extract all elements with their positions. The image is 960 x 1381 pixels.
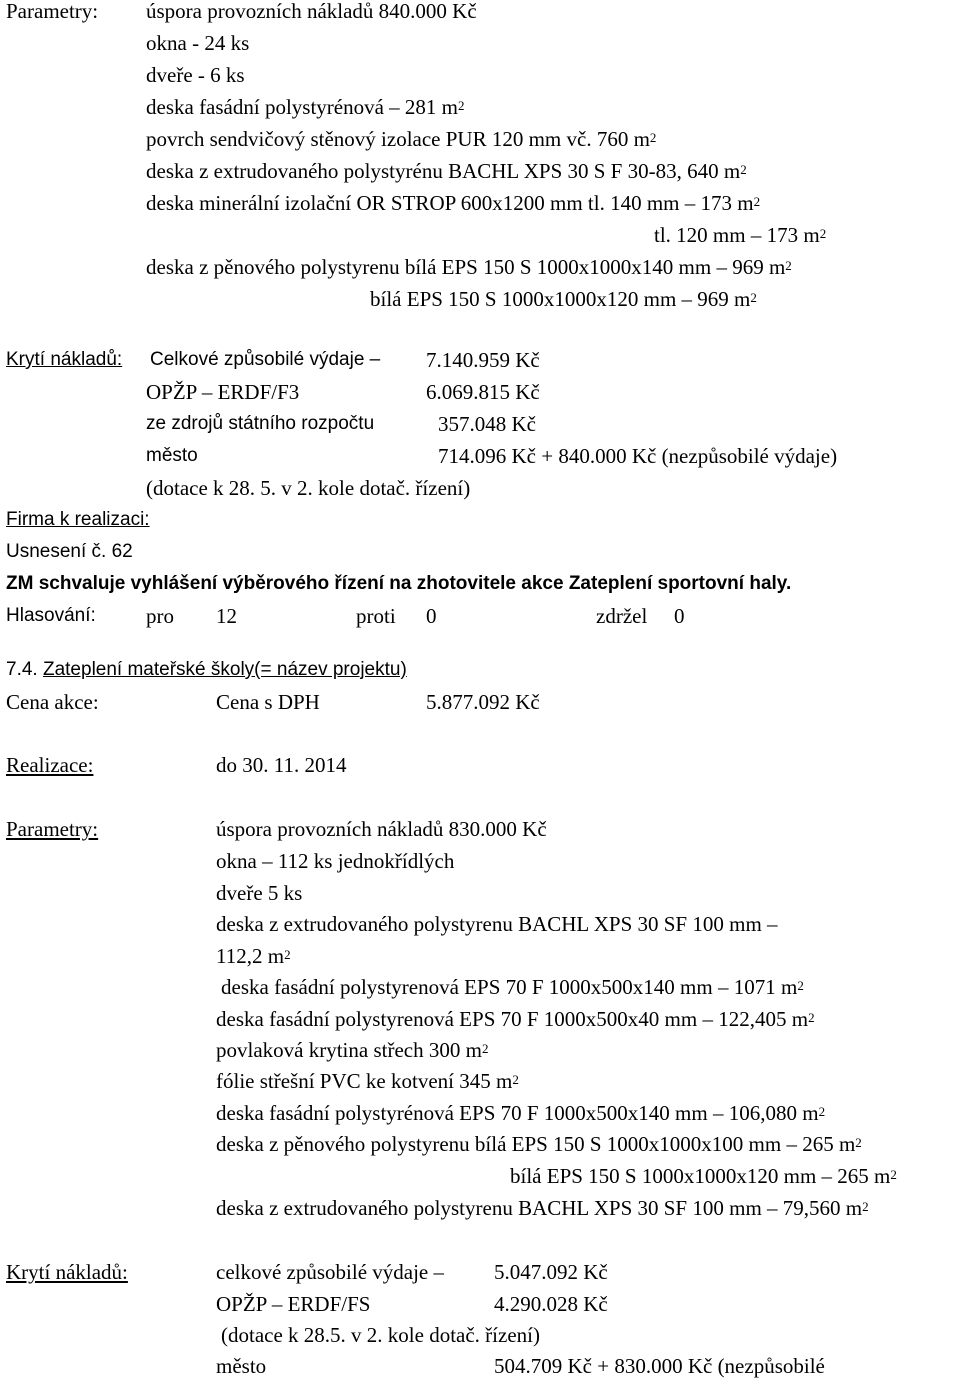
kryti-celkove-label: celkové způsobilé výdaje –: [216, 1260, 445, 1284]
section-heading: 7.4. Zateplení mateřské školy(= název projektu): [6, 659, 407, 680]
hlasovani-proti-label: proti: [356, 604, 396, 628]
param-line: dveře 5 ks: [216, 881, 303, 905]
kryti-mesto-value: 714.096 Kč + 840.000 Kč (nezpůsobilé výdaje): [438, 444, 838, 468]
param-line: deska z pěnového polystyrenu bílá EPS 150 S 1000x1000x100 mm – 265 $m^2$: [216, 1132, 862, 1156]
param-line: deska z pěnového polystyrenu bílá EPS 150 S 1000x1000x140 mm – 969 $m^2$: [146, 255, 792, 279]
kryti-opzp-label: OPŽP – ERDF/FS: [216, 1292, 371, 1316]
hlasovani-proti-value: 0: [426, 604, 437, 628]
kryti-mesto-value: 504.709 Kč + 830.000 Kč (nezpůsobilé: [494, 1354, 825, 1378]
param-line: deska minerální izolační OR STROP 600x1200 mm tl. 140 mm – 173 $m^2$: [146, 191, 761, 215]
realizace-value: do 30. 11. 2014: [216, 753, 347, 777]
parametry-label-2: Parametry:: [6, 817, 99, 841]
param-line: 112,2 $m^2$: [216, 944, 291, 968]
hlasovani-zdrzel-value: 0: [674, 604, 685, 628]
kryti-mesto-label: město: [216, 1354, 267, 1378]
cena-value: 5.877.092 Kč: [426, 690, 540, 714]
param-line: okna – 112 ks jednokřídlých: [216, 849, 455, 873]
kryti-dotace: (dotace k 28.5. v 2. kole dotač. řízení): [221, 1323, 540, 1347]
kryti-celkove-label: Celkové způsobilé výdaje –: [150, 349, 381, 370]
param-line: povrch sendvičový stěnový izolace PUR 120 mm vč. 760 $m^2$: [146, 127, 657, 151]
resolution-text: ZM schvaluje vyhlášení výběrového řízení na zhotovitele akce Zateplení sportovní haly.: [6, 573, 792, 594]
kryti-opzp-value: 6.069.815 Kč: [426, 380, 540, 404]
param-line: deska z extrudovaného polystyrénu BACHL XPS 30 S F 30-83, 640 $m^2$: [146, 159, 747, 183]
cena-label: Cena akce:: [6, 690, 99, 714]
kryti-mesto-label: město: [146, 445, 198, 466]
kryti-opzp-value: 4.290.028 Kč: [494, 1292, 608, 1316]
param-line: úspora provozních nákladů 840.000 Kč: [146, 0, 477, 23]
parametry-label: Parametry:: [6, 0, 99, 23]
usneseni-label: Usnesení č. 62: [6, 541, 133, 562]
param-line: deska z extrudovaného polystyrenu BACHL XPS 30 SF 100 mm –: [216, 912, 778, 936]
param-line: povlaková krytina střech 300 $m^2$: [216, 1038, 489, 1062]
param-line: deska fasádní polystyrenová EPS 70 F 1000x500x40 mm – 122,405 $m^2$: [216, 1007, 815, 1031]
kryti-label-2: Krytí nákladů:: [6, 1260, 128, 1284]
kryti-stat-value: 357.048 Kč: [438, 412, 536, 436]
hlasovani-pro-label: pro: [146, 604, 174, 628]
kryti-celkove-value: 7.140.959 Kč: [426, 348, 540, 372]
param-line: bílá EPS 150 S 1000x1000x120 mm – 265 $m^2$: [510, 1164, 897, 1188]
kryti-label: Krytí nákladů:: [6, 349, 123, 370]
kryti-opzp-label: OPŽP – ERDF/F3: [146, 380, 300, 404]
kryti-stat-label: ze zdrojů státního rozpočtu: [146, 413, 375, 434]
param-line: deska fasádní polystyrénová EPS 70 F 1000x500x140 mm – 106,080 $m^2$: [216, 1101, 826, 1125]
param-line: deska fasádní polystyrénová – 281 $m^2$: [146, 95, 465, 119]
param-line: fólie střešní PVC ke kotvení 345 $m^2$: [216, 1069, 519, 1093]
param-line: úspora provozních nákladů 830.000 Kč: [216, 817, 547, 841]
cena-dph-label: Cena s DPH: [216, 690, 320, 714]
realizace-label: Realizace:: [6, 753, 94, 777]
param-line: okna - 24 ks: [146, 31, 250, 55]
kryti-dotace: (dotace k 28. 5. v 2. kole dotač. řízení): [146, 476, 471, 500]
hlasovani-zdrzel-label: zdržel: [596, 604, 648, 628]
param-line: tl. 120 mm – 173 $m^2$: [654, 223, 827, 247]
firma-label: Firma k realizaci:: [6, 509, 150, 530]
param-line: bílá EPS 150 S 1000x1000x120 mm – 969 $m^2$: [370, 287, 757, 311]
kryti-celkove-value: 5.047.092 Kč: [494, 1260, 608, 1284]
hlasovani-pro-value: 12: [216, 604, 237, 628]
param-line: deska fasádní polystyrenová EPS 70 F 1000x500x140 mm – 1071 $m^2$: [221, 975, 804, 999]
hlasovani-label: Hlasování:: [6, 605, 96, 626]
param-line: deska z extrudovaného polystyrenu BACHL XPS 30 SF 100 mm – 79,560 $m^2$: [216, 1196, 869, 1220]
param-line: dveře - 6 ks: [146, 63, 245, 87]
